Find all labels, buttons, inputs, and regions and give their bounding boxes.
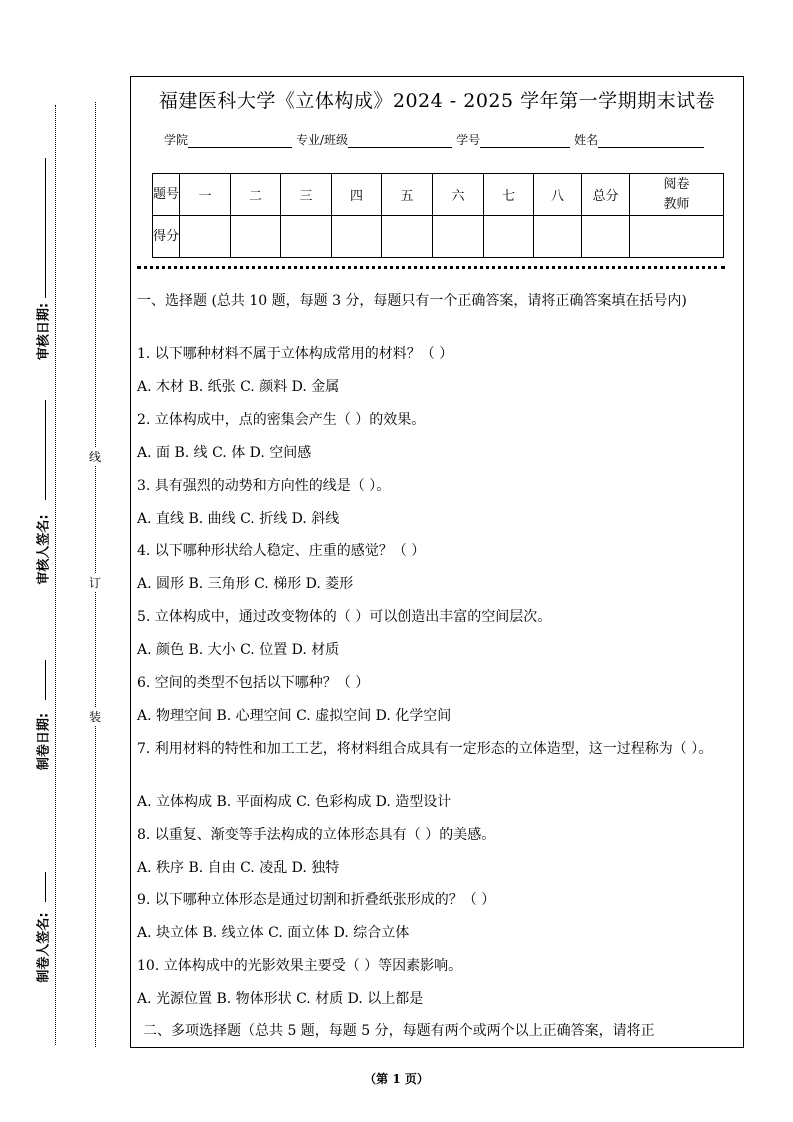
reviewer-date-label: 审核日期: — [36, 302, 52, 361]
score-cell[interactable] — [484, 216, 534, 258]
score-cell[interactable] — [433, 216, 484, 258]
name-label: 姓名 — [574, 133, 599, 147]
col-3: 三 — [281, 174, 332, 216]
header-separator — [137, 266, 725, 269]
row-head-score: 得分 — [153, 216, 180, 258]
major-blank[interactable] — [348, 135, 452, 148]
options-4: A. 圆形 B. 三角形 C. 梯形 D. 菱形 — [137, 576, 354, 592]
student-id-label: 学号 — [456, 133, 481, 147]
grader-cell[interactable] — [630, 216, 724, 258]
options-10: A. 光源位置 B. 物体形状 C. 材质 D. 以上都是 — [137, 991, 424, 1007]
reviewer-sign-label: 审核人签名: — [36, 514, 52, 585]
score-cell[interactable] — [231, 216, 281, 258]
col-5: 五 — [382, 174, 433, 216]
col-1: 一 — [180, 174, 231, 216]
binding-char-zhuang: 装 — [89, 710, 102, 724]
score-cell[interactable] — [582, 216, 630, 258]
row-head-question-no: 题号 — [153, 174, 180, 216]
exam-title: 福建医科大学《立体构成》2024 - 2025 学年第一学期期末试卷 — [158, 90, 716, 112]
score-cell[interactable] — [382, 216, 433, 258]
binding-char-ding: 订 — [89, 576, 102, 590]
question-10: 10. 立体构成中的光影效果主要受（ ）等因素影响。 — [137, 958, 463, 974]
question-3: 3. 具有强烈的动势和方向性的线是（ ）。 — [137, 478, 391, 494]
options-5: A. 颜色 B. 大小 C. 位置 D. 材质 — [137, 642, 340, 658]
options-8: A. 秩序 B. 自由 C. 凌乱 D. 独特 — [137, 860, 340, 876]
major-label: 专业/班级 — [296, 133, 349, 147]
score-cell[interactable] — [281, 216, 332, 258]
question-9: 9. 以下哪种立体形态是通过切割和折叠纸张形成的？（ ） — [137, 892, 496, 908]
section1-heading: 一、选择题 (总共 10 题，每题 3 分，每题只有一个正确答案，请将正确答案填在括号内) — [137, 293, 687, 309]
options-3: A. 直线 B. 曲线 C. 折线 D. 斜线 — [137, 511, 340, 527]
reviewer-date-underline — [45, 158, 46, 298]
question-4: 4. 以下哪种形状给人稳定、庄重的感觉？（ ） — [137, 543, 426, 559]
score-cell[interactable] — [534, 216, 582, 258]
college-blank[interactable] — [188, 135, 292, 148]
name-blank[interactable] — [598, 135, 704, 148]
maker-sign-label: 制卷人签名: — [36, 912, 52, 983]
score-cell[interactable] — [332, 216, 382, 258]
student-id-blank[interactable] — [480, 135, 570, 148]
options-1: A. 木材 B. 纸张 C. 颜料 D. 金属 — [137, 379, 340, 395]
col-8: 八 — [534, 174, 582, 216]
col-total: 总分 — [582, 174, 630, 216]
options-7: A. 立体构成 B. 平面构成 C. 色彩构成 D. 造型设计 — [137, 794, 452, 810]
options-2: A. 面 B. 线 C. 体 D. 空间感 — [137, 445, 312, 461]
col-6: 六 — [433, 174, 484, 216]
binding-char-xian: 线 — [89, 450, 102, 464]
page-number: （第 1 页） — [364, 1072, 429, 1086]
student-info-line — [164, 131, 708, 148]
question-1: 1. 以下哪种材料不属于立体构成常用的材料？（ ） — [137, 346, 454, 362]
score-cell[interactable] — [180, 216, 231, 258]
question-7: 7. 利用材料的特性和加工工艺，将材料组合成具有一定形态的立体造型，这一过程称为（ ）。 — [137, 741, 713, 757]
reviewer-sign-underline — [45, 400, 46, 500]
question-2: 2. 立体构成中，点的密集会产生（ ）的效果。 — [137, 412, 426, 428]
left-dotted-line — [55, 105, 56, 1045]
col-grader: 阅卷教师 — [630, 174, 724, 216]
maker-date-underline — [45, 660, 46, 700]
col-4: 四 — [332, 174, 382, 216]
options-9: A. 块立体 B. 线立体 C. 面立体 D. 综合立体 — [137, 925, 410, 941]
score-table — [152, 173, 724, 258]
col-2: 二 — [231, 174, 281, 216]
section2-heading: 二、多项选择题（总共 5 题，每题 5 分，每题有两个或两个以上正确答案，请将正 — [143, 1023, 655, 1039]
col-7: 七 — [484, 174, 534, 216]
options-6: A. 物理空间 B. 心理空间 C. 虚拟空间 D. 化学空间 — [137, 708, 452, 724]
maker-date-label: 制卷日期: — [36, 712, 52, 771]
question-6: 6. 空间的类型不包括以下哪种？（ ） — [137, 675, 370, 691]
college-label: 学院 — [164, 133, 189, 147]
question-5: 5. 立体构成中，通过改变物体的（ ）可以创造出丰富的空间层次。 — [137, 609, 552, 625]
question-8: 8. 以重复、渐变等手法构成的立体形态具有（ ）的美感。 — [137, 827, 496, 843]
